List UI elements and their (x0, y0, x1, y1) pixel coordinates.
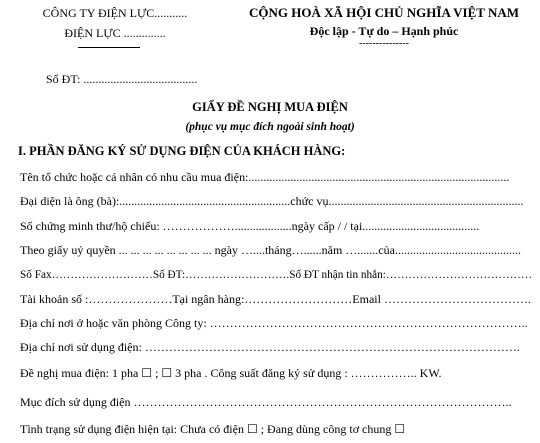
form-row-usage-purpose: Mục đích sử dụng điện ………………………………………………………………………………….. (20, 395, 512, 409)
header-left-rule (78, 47, 140, 48)
branch-name: ĐIỆN LỰC .............. (64, 26, 166, 40)
form-row-contact-numbers: Số Fax………………………Số ĐT:……………………….Số ĐT nhận tin nhắn:………………………………… (20, 267, 533, 281)
section-heading: I. PHẦN ĐĂNG KÝ SỬ DỤNG ĐIỆN CỦA KHÁCH HÀNG: (18, 144, 346, 158)
form-row-usage-address: Địa chỉ nơi sử dụng điện: …………………………………………………………………………………. (20, 340, 520, 354)
form-row-representative: Đại diện là ông (bà):.........................................................chức vụ................................................................. (20, 194, 524, 208)
national-motto: Độc lập - Tự do – Hạnh phúc (309, 24, 459, 38)
form-row-current-status: Tình trạng sử dụng điện hiện tại: Chưa có điện ☐ ; Đang dùng công tơ chung ☐ (20, 422, 406, 436)
form-row-id-card: Số chứng minh thư/hộ chiếu: ………………...................ngày cấp / / tại....................................... (20, 219, 480, 233)
form-row-applicant-name: Tên tổ chức hoặc cá nhân có nhu cầu mua điện:....................................................................................... (20, 170, 510, 184)
company-name: CÔNG TY ĐIỆN LỰC........... (42, 6, 188, 20)
document-title: GIẤY ĐỀ NGHỊ MUA ĐIỆN (192, 100, 348, 114)
document-subtitle: (phục vụ mục đích ngoài sinh hoạt) (185, 121, 355, 133)
motto-rule: --------------- (359, 38, 409, 49)
form-row-phase-capacity: Đề nghị mua điện: 1 pha ☐ ; ☐ 3 pha . Công suất đăng ký sử dụng : …………….. KW. (20, 366, 442, 380)
form-row-authorization: Theo giấy uỷ quyền ... ... ... ... ... ... ... ... ngày …....tháng…......năm ….......của.......................................... (20, 243, 521, 257)
form-row-office-address: Địa chỉ nơi ở hoặc văn phòng Công ty: …………………………………………………………………….. (20, 316, 528, 330)
form-row-bank-account: Tài khoản số :…………………Tại ngân hàng:………………………Email ………………………………. (20, 292, 531, 306)
country-name: CỘNG HOÀ XÃ HỘI CHỦ NGHĨA VIỆT NAM (248, 5, 520, 20)
document-number: Số ĐT: ...................................... (46, 72, 198, 86)
